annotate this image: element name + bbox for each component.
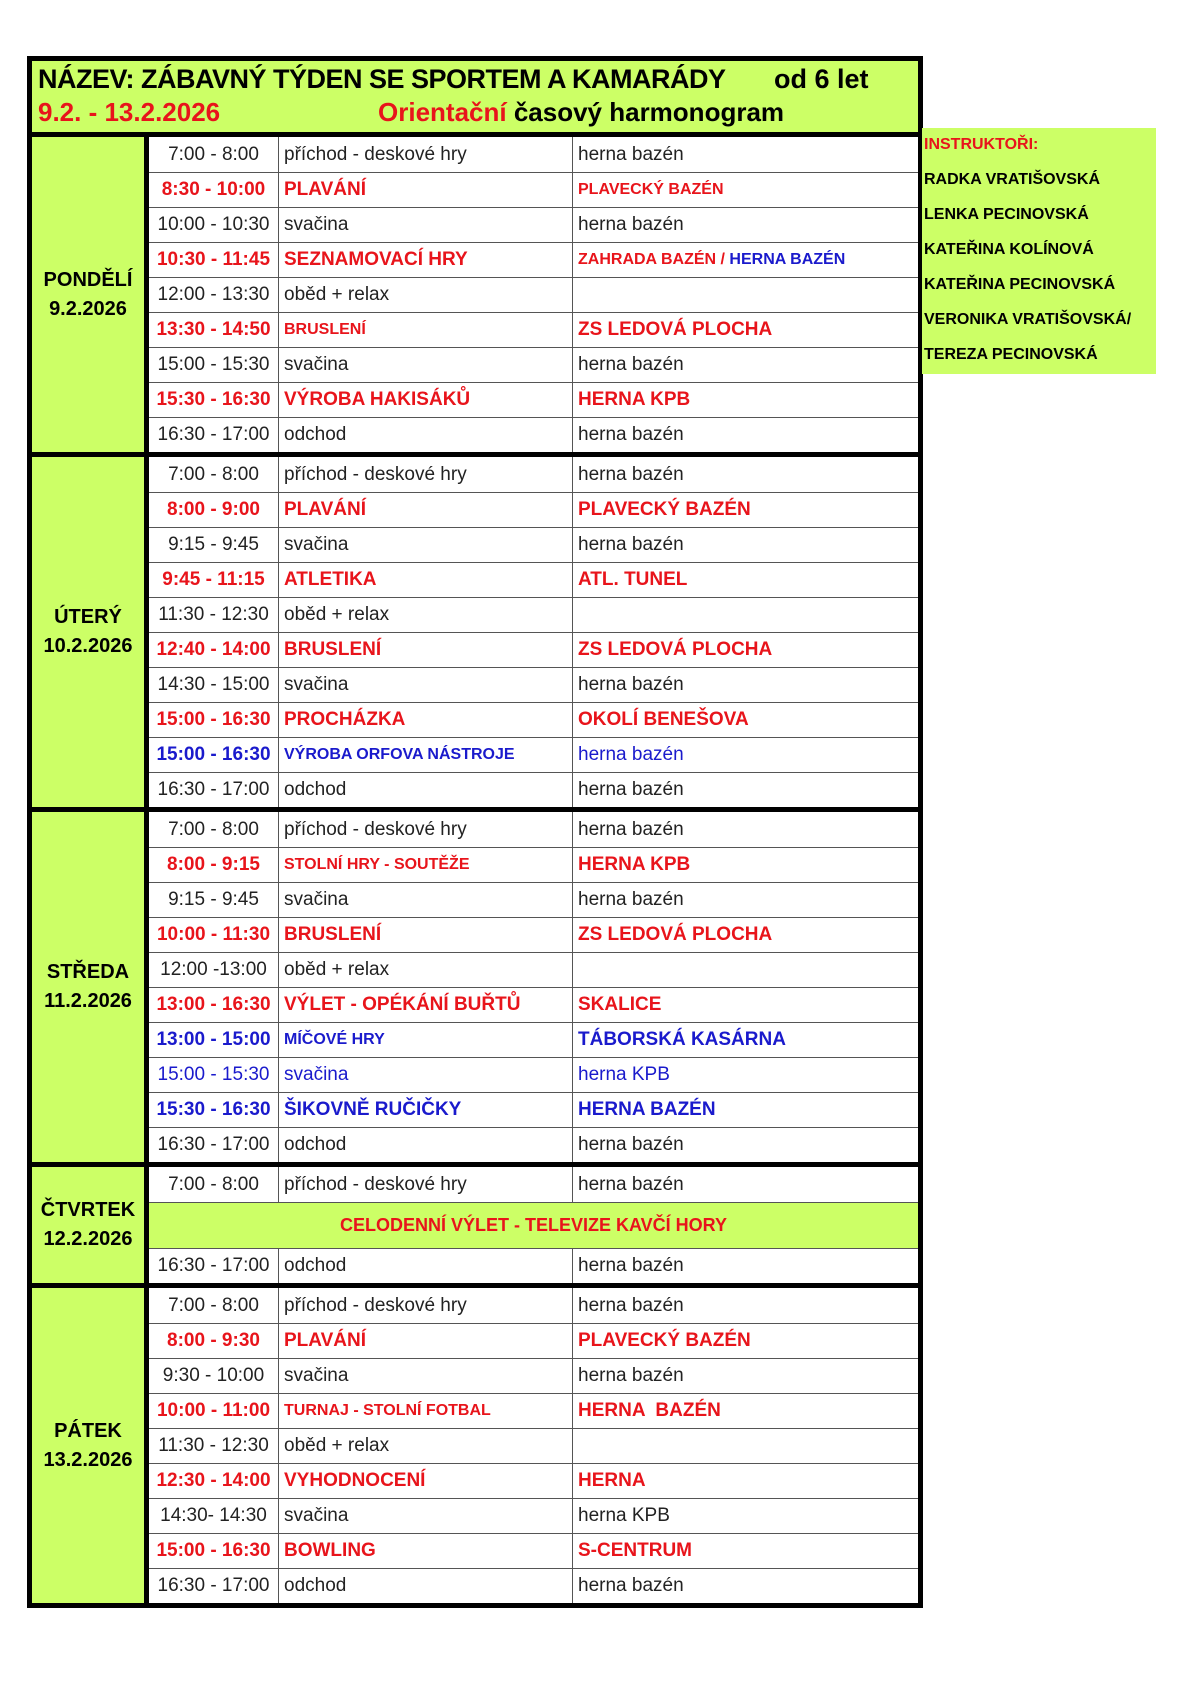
place-cell <box>573 1464 918 1498</box>
instructors-title: INSTRUKTOŘI: <box>924 136 1039 153</box>
place-cell <box>573 1249 918 1283</box>
place-text: herna bazén <box>578 1173 684 1195</box>
day-rows <box>149 1288 918 1603</box>
table-row <box>149 1568 918 1603</box>
table-row <box>149 277 918 312</box>
place-cell <box>573 1058 918 1092</box>
place-cell <box>573 668 918 702</box>
place-text: herna bazén <box>578 744 684 765</box>
place-text: herna bazén <box>578 1134 684 1155</box>
activity-cell: VÝROBA ORFOVA NÁSTROJE <box>279 738 573 772</box>
activity-cell: VÝROBA HAKISÁKŮ <box>279 383 573 417</box>
time-cell: 12:40 - 14:00 <box>149 633 279 667</box>
table-row <box>149 562 918 597</box>
place-cell <box>573 633 918 667</box>
activity-cell: BRUSLENÍ <box>279 918 573 952</box>
place-text: ZS LEDOVÁ PLOCHA <box>578 639 773 660</box>
place-text: herna bazén <box>578 818 684 840</box>
table-row <box>149 597 918 632</box>
activity-cell: VYHODNOCENÍ <box>279 1464 573 1498</box>
days-container <box>32 137 918 1603</box>
time-cell: 16:30 - 17:00 <box>149 1128 279 1162</box>
time-cell: 8:00 - 9:00 <box>149 493 279 527</box>
activity-cell: odchod <box>279 1249 573 1283</box>
time-cell: 15:30 - 16:30 <box>149 383 279 417</box>
place-cell <box>573 243 918 277</box>
table-row <box>149 772 918 807</box>
table-row <box>149 987 918 1022</box>
place-text: herna bazén <box>578 424 684 445</box>
activity-cell: ATLETIKA <box>279 563 573 597</box>
time-cell: 11:30 - 12:30 <box>149 598 279 632</box>
table-row <box>149 1323 918 1358</box>
activity-cell: odchod <box>279 773 573 807</box>
activity-cell: STOLNÍ HRY - SOUTĚŽE <box>279 848 573 882</box>
place-cell <box>573 418 918 452</box>
place-text: TÁBORSKÁ KASÁRNA <box>578 1029 786 1050</box>
place-text: PLAVECKÝ BAZÉN <box>578 181 724 198</box>
place-text: PLAVECKÝ BAZÉN <box>578 499 751 520</box>
day-section-3 <box>32 1162 918 1283</box>
table-row <box>149 882 918 917</box>
place-cell <box>573 812 918 847</box>
place-cell <box>573 1394 918 1428</box>
instructors-box <box>922 128 1156 374</box>
instructor-name: KATEŘINA KOLÍNOVÁ <box>924 241 1094 258</box>
table-row <box>149 1358 918 1393</box>
table-row <box>149 1092 918 1127</box>
place-text: herna bazén <box>578 1365 684 1386</box>
time-cell: 10:00 - 11:30 <box>149 918 279 952</box>
place-cell <box>573 528 918 562</box>
place-text: ATL. TUNEL <box>578 569 688 590</box>
activity-cell: svačina <box>279 1499 573 1533</box>
table-row <box>149 172 918 207</box>
activity-cell: TURNAJ - STOLNÍ FOTBAL <box>279 1394 573 1428</box>
day-label <box>32 1288 149 1603</box>
place-cell <box>573 773 918 807</box>
day-name: ÚTERÝ <box>54 606 122 628</box>
activity-cell: PLAVÁNÍ <box>279 493 573 527</box>
time-cell: 15:30 - 16:30 <box>149 1093 279 1127</box>
table-row <box>149 1533 918 1568</box>
title: NÁZEV: ZÁBAVNÝ TÝDEN SE SPORTEM A KAMARÁDY <box>38 64 726 94</box>
place-cell <box>573 703 918 737</box>
place-text: ZS LEDOVÁ PLOCHA <box>578 924 773 945</box>
time-cell: 7:00 - 8:00 <box>149 812 279 847</box>
instructor-name: LENKA PECINOVSKÁ <box>924 206 1089 223</box>
time-cell: 16:30 - 17:00 <box>149 1569 279 1603</box>
age-label: od 6 let <box>774 64 869 94</box>
day-name: PONDĚLÍ <box>43 268 133 291</box>
place-text: ZAHRADA BAZÉN / <box>578 251 730 268</box>
place-cell <box>573 563 918 597</box>
time-cell: 9:45 - 11:15 <box>149 563 279 597</box>
table-row <box>149 347 918 382</box>
place-text: herna bazén <box>578 1575 684 1596</box>
time-cell: 15:00 - 15:30 <box>149 348 279 382</box>
place-cell <box>573 883 918 917</box>
time-cell: 9:30 - 10:00 <box>149 1359 279 1393</box>
activity-cell: příchod - deskové hry <box>279 137 573 172</box>
time-cell: 10:30 - 11:45 <box>149 243 279 277</box>
place-text-extra: HERNA BAZÉN <box>729 251 846 268</box>
place-text: herna KPB <box>578 1064 670 1085</box>
activity-cell: svačina <box>279 668 573 702</box>
place-cell <box>573 208 918 242</box>
activity-cell: svačina <box>279 208 573 242</box>
time-cell: 13:30 - 14:50 <box>149 313 279 347</box>
place-text: S-CENTRUM <box>578 1540 692 1561</box>
place-text: herna bazén <box>578 463 684 485</box>
place-text: ZS LEDOVÁ PLOCHA <box>578 319 773 340</box>
table-row <box>149 137 918 172</box>
table-row <box>149 1393 918 1428</box>
table-row <box>149 702 918 737</box>
day-date: 12.2.2026 <box>43 1228 133 1250</box>
place-cell <box>573 278 918 312</box>
activity-cell: ŠIKOVNĚ RUČIČKY <box>279 1093 573 1127</box>
time-cell: 16:30 - 17:00 <box>149 1249 279 1283</box>
activity-cell: BRUSLENÍ <box>279 633 573 667</box>
place-cell <box>573 1167 918 1202</box>
time-cell: 14:30 - 15:00 <box>149 668 279 702</box>
place-cell <box>573 493 918 527</box>
time-cell: 7:00 - 8:00 <box>149 137 279 172</box>
activity-cell: oběd + relax <box>279 278 573 312</box>
activity-cell: oběd + relax <box>279 953 573 987</box>
place-cell <box>573 918 918 952</box>
place-cell <box>573 953 918 987</box>
table-row <box>149 1057 918 1092</box>
activity-cell: BOWLING <box>279 1534 573 1568</box>
table-row <box>149 1167 918 1202</box>
table-row <box>149 242 918 277</box>
place-cell <box>573 848 918 882</box>
table-row <box>149 527 918 562</box>
all-day-trip-banner: CELODENNÍ VÝLET - TELEVIZE KAVČÍ HORY <box>149 1202 918 1248</box>
activity-cell: svačina <box>279 528 573 562</box>
day-section-0 <box>32 137 918 452</box>
activity-cell: oběd + relax <box>279 598 573 632</box>
place-cell <box>573 1128 918 1162</box>
activity-cell: příchod - deskové hry <box>279 1288 573 1323</box>
day-section-2 <box>32 807 918 1162</box>
time-cell: 12:00 -13:00 <box>149 953 279 987</box>
day-rows <box>149 1167 918 1283</box>
table-row <box>149 382 918 417</box>
table-row <box>149 952 918 987</box>
day-date: 9.2.2026 <box>49 297 127 320</box>
day-name: ČTVRTEK <box>40 1199 136 1221</box>
table-row <box>149 207 918 242</box>
time-cell: 7:00 - 8:00 <box>149 457 279 492</box>
time-cell: 10:00 - 10:30 <box>149 208 279 242</box>
schedule-table <box>27 56 923 1608</box>
time-cell: 15:00 - 16:30 <box>149 738 279 772</box>
table-row <box>149 1127 918 1162</box>
place-text: herna bazén <box>578 214 684 235</box>
day-label <box>32 137 149 452</box>
time-cell: 13:00 - 15:00 <box>149 1023 279 1057</box>
day-date: 13.2.2026 <box>43 1448 133 1471</box>
time-cell: 9:15 - 9:45 <box>149 883 279 917</box>
activity-cell: svačina <box>279 883 573 917</box>
place-cell <box>573 1324 918 1358</box>
day-section-4 <box>32 1283 918 1603</box>
place-text: herna bazén <box>578 534 684 555</box>
place-cell <box>573 1429 918 1463</box>
place-text: herna KPB <box>578 1505 670 1526</box>
activity-cell: odchod <box>279 1569 573 1603</box>
place-text: HERNA <box>578 1470 646 1491</box>
activity-cell: příchod - deskové hry <box>279 1167 573 1202</box>
table-row <box>149 492 918 527</box>
time-cell: 16:30 - 17:00 <box>149 773 279 807</box>
place-cell <box>573 1023 918 1057</box>
place-text: OKOLÍ BENEŠOVA <box>578 709 749 730</box>
day-label <box>32 1167 149 1283</box>
schedule-header <box>32 61 918 137</box>
place-cell <box>573 137 918 172</box>
time-cell: 8:30 - 10:00 <box>149 173 279 207</box>
table-row <box>149 737 918 772</box>
table-row <box>149 812 918 847</box>
place-text: HERNA BAZÉN <box>578 1400 721 1421</box>
day-rows <box>149 137 918 452</box>
table-row <box>149 1288 918 1323</box>
activity-cell: příchod - deskové hry <box>279 457 573 492</box>
place-cell <box>573 173 918 207</box>
table-row <box>149 632 918 667</box>
table-row <box>149 417 918 452</box>
place-cell <box>573 1534 918 1568</box>
activity-cell: BRUSLENÍ <box>279 313 573 347</box>
table-row <box>149 1022 918 1057</box>
table-row <box>149 1248 918 1283</box>
activity-cell: SEZNAMOVACÍ HRY <box>279 243 573 277</box>
day-rows <box>149 812 918 1162</box>
place-cell <box>573 738 918 772</box>
time-cell: 10:00 - 11:00 <box>149 1394 279 1428</box>
instructor-name: KATEŘINA PECINOVSKÁ <box>924 276 1116 293</box>
table-row <box>149 667 918 702</box>
place-cell <box>573 1093 918 1127</box>
place-cell <box>573 348 918 382</box>
day-label <box>32 812 149 1162</box>
table-row <box>149 457 918 492</box>
time-cell: 11:30 - 12:30 <box>149 1429 279 1463</box>
instructor-name: RADKA VRATIŠOVSKÁ <box>924 171 1101 188</box>
table-row <box>149 312 918 347</box>
subtitle-red: Orientační <box>378 97 507 127</box>
time-cell: 13:00 - 16:30 <box>149 988 279 1022</box>
time-cell: 7:00 - 8:00 <box>149 1288 279 1323</box>
time-cell: 15:00 - 15:30 <box>149 1058 279 1092</box>
place-cell <box>573 457 918 492</box>
place-text: HERNA BAZÉN <box>578 1099 716 1120</box>
instructor-name: TEREZA PECINOVSKÁ <box>924 346 1098 363</box>
subtitle <box>378 97 784 128</box>
day-date: 11.2.2026 <box>44 990 132 1012</box>
place-cell <box>573 1499 918 1533</box>
place-text: herna bazén <box>578 1294 684 1316</box>
place-text: herna bazén <box>578 674 684 695</box>
activity-cell: svačina <box>279 1058 573 1092</box>
place-cell <box>573 313 918 347</box>
place-cell <box>573 1288 918 1323</box>
table-row <box>149 1498 918 1533</box>
day-rows <box>149 457 918 807</box>
activity-cell: PROCHÁZKA <box>279 703 573 737</box>
instructor-name: VERONIKA VRATIŠOVSKÁ/ <box>924 311 1132 328</box>
time-cell: 12:00 - 13:30 <box>149 278 279 312</box>
time-cell: 14:30- 14:30 <box>149 1499 279 1533</box>
time-cell: 12:30 - 14:00 <box>149 1464 279 1498</box>
table-row <box>149 847 918 882</box>
day-section-1 <box>32 452 918 807</box>
time-cell: 8:00 - 9:30 <box>149 1324 279 1358</box>
place-cell <box>573 383 918 417</box>
time-cell: 8:00 - 9:15 <box>149 848 279 882</box>
time-cell: 16:30 - 17:00 <box>149 418 279 452</box>
place-text: herna bazén <box>578 1255 684 1276</box>
place-text: SKALICE <box>578 994 662 1015</box>
time-cell: 9:15 - 9:45 <box>149 528 279 562</box>
activity-cell: svačina <box>279 1359 573 1393</box>
activity-cell: oběd + relax <box>279 1429 573 1463</box>
time-cell: 15:00 - 16:30 <box>149 1534 279 1568</box>
table-row <box>149 917 918 952</box>
table-row <box>149 1463 918 1498</box>
activity-cell: odchod <box>279 1128 573 1162</box>
table-row <box>149 1428 918 1463</box>
place-cell <box>573 598 918 632</box>
place-text: herna bazén <box>578 779 684 800</box>
day-name: STŘEDA <box>46 961 130 983</box>
place-cell <box>573 1359 918 1393</box>
place-text: herna bazén <box>578 889 684 910</box>
subtitle-black: časový harmonogram <box>506 97 785 127</box>
date-range: 9.2. - 13.2.2026 <box>38 97 221 127</box>
day-date: 10.2.2026 <box>43 635 133 657</box>
place-cell <box>573 988 918 1022</box>
time-cell: 15:00 - 16:30 <box>149 703 279 737</box>
day-name: PÁTEK <box>54 1419 122 1442</box>
place-text: PLAVECKÝ BAZÉN <box>578 1330 751 1351</box>
place-text: herna bazén <box>578 354 684 375</box>
activity-cell: příchod - deskové hry <box>279 812 573 847</box>
place-cell <box>573 1569 918 1603</box>
place-text: HERNA KPB <box>578 389 691 410</box>
activity-cell: PLAVÁNÍ <box>279 1324 573 1358</box>
activity-cell: MÍČOVÉ HRY <box>279 1023 573 1057</box>
activity-cell: PLAVÁNÍ <box>279 173 573 207</box>
time-cell: 7:00 - 8:00 <box>149 1167 279 1202</box>
place-text: herna bazén <box>578 143 684 165</box>
place-text: HERNA KPB <box>578 854 691 875</box>
activity-cell: odchod <box>279 418 573 452</box>
day-label <box>32 457 149 807</box>
activity-cell: VÝLET - OPÉKÁNÍ BUŘTŮ <box>279 988 573 1022</box>
activity-cell: svačina <box>279 348 573 382</box>
